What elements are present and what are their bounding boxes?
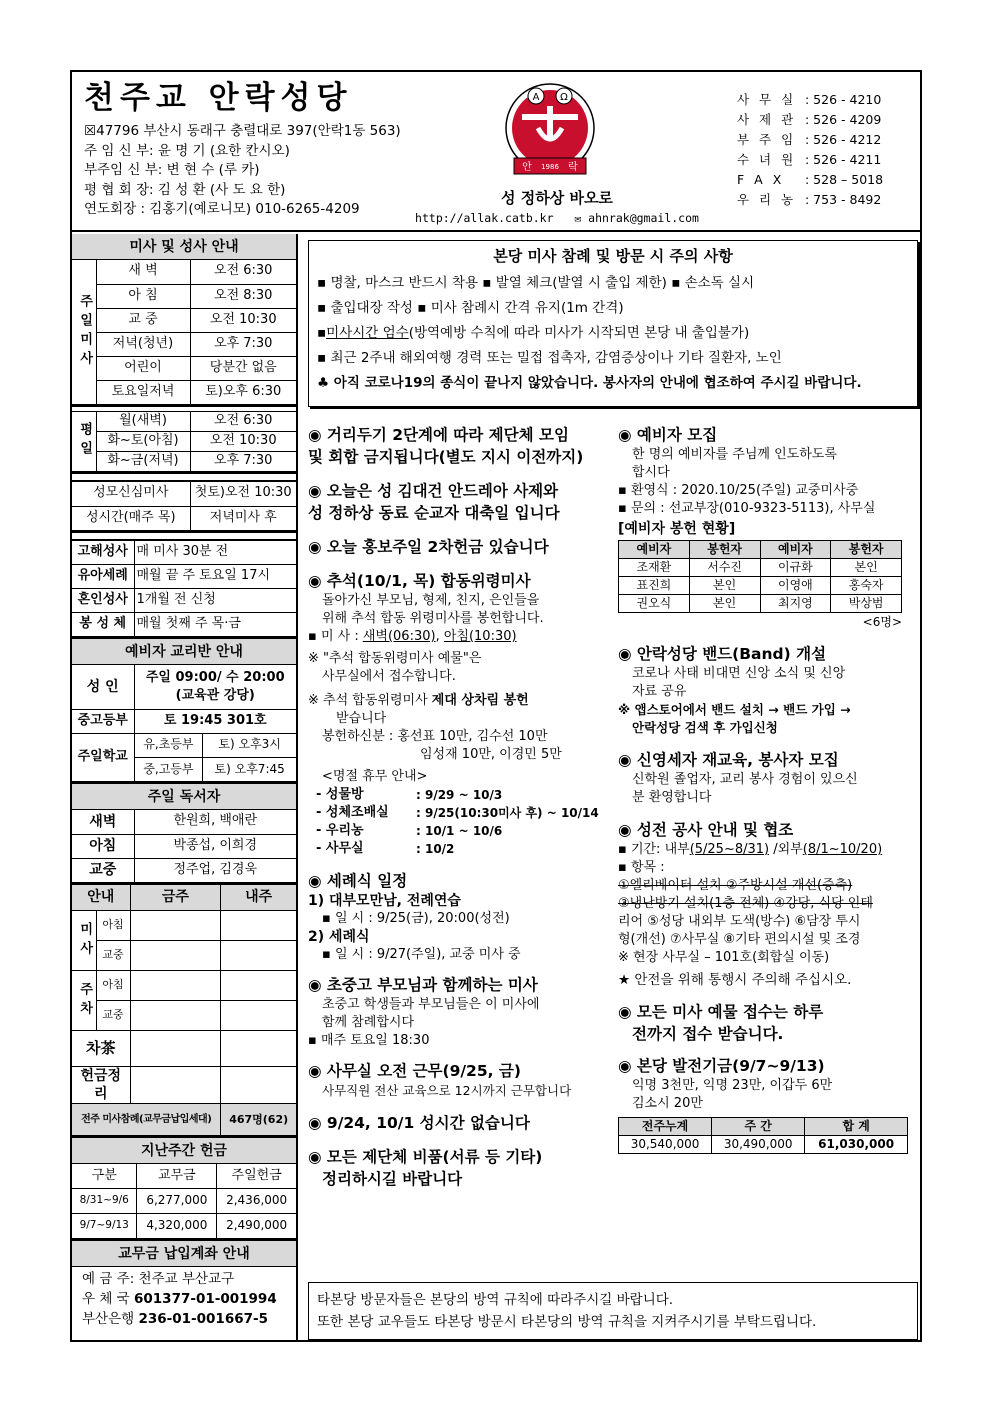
closure-name: - 성물방 [316,787,364,802]
weekday-mass [72,411,296,475]
memorial-president: 연도회장 : 김홍기(예로니모) 010-6265-4209 [84,201,360,217]
school-table [72,734,296,783]
closure-name: - 성체조배실 [316,805,389,820]
catechism-table [72,665,296,734]
mass-time: 오전 10:30 [190,308,296,332]
sacrament-row [72,541,296,565]
phone-row [737,110,883,130]
address: ☒47796 부산시 동래구 충렬대로 397(안락1동 563) [84,123,401,139]
attendance-label: 전주 미사참례(교무금납입세대) [72,1104,221,1136]
mass-time: 오전 6:30 [190,260,296,284]
closure-value: : 9/25(10:30미사 후) ~ 10/14 [416,806,599,820]
mass-time: 토)오후 6:30 [190,380,296,404]
account-value: 601377-01-001994 [134,1290,277,1307]
catechumen-cell: 본인 [689,595,760,613]
school-label: 주일학교 [72,734,134,782]
duty-cell [130,1001,221,1031]
closure-value: : 10/2 [416,842,455,856]
special-mass [72,480,296,533]
news-item-construction: ◉ 성전 공사 안내 및 협조 ▪ 기간: 내부(5/25~8/31) /외부(8/1~10/20) ▪ 항목 : ①엘리베이터 설치 ②주방시설 개선(증축) ③냉난방기 설치(1층 전체) ④강당, 식당 인테 리어 ⑤성당 내외부 도색(방수) ⑥담장 투시 형(개선) ⑦사무실 ⑧기타 편의시설 및 조경 ※ 현장 사무실 – 101호(회합실 이동) ★ 안전을 위해 통행시 주의해 주십시오. [618,821,883,988]
news-item: ◉ 모든 제단체 비품(서류 등 기타) 정리하시길 바랍니다 [308,1148,543,1188]
mass-row [72,412,296,432]
closure-row [308,786,608,804]
visitor-notice [308,1282,918,1340]
mass-time: 오전 10:30 [190,432,296,452]
offering-dues: 4,320,000 [137,1213,217,1238]
mass-time: 오전 6:30 [190,412,296,432]
news-item-office: ◉ 사무실 오전 근무(9/25, 금) 사무직원 전산 교육으로 12시까지 근무합니다 [308,1062,572,1098]
duty-cell [221,1067,296,1104]
catechumen-head: 예비자 [760,541,831,559]
mass-row [72,452,296,472]
school-name: 중,고등부 [134,758,203,782]
mass-row [72,308,296,332]
notice-line: ▪ 명찰, 마스크 반드시 착용 ▪ 발열 체크(발열 시 출입 제한) ▪ 손소독 실시 [317,274,755,291]
catechumen-table [618,540,902,613]
mass-name: 월(새벽) [96,412,190,432]
duty-cell [221,911,296,941]
duty-cell [221,1001,296,1031]
mass-row [72,260,296,284]
closure-row [308,840,608,858]
news-item-fund: ◉ 본당 발전기금(9/7~9/13) 익명 3천만, 익명 23만, 이갑두 6만 김소시 20만 전주누계 주 간 합 계 30,540,000 30,490,000 61,030,000 [618,1055,918,1154]
phone-label: 부 주 임 [737,132,797,147]
sacrament-name: 유아세례 [72,565,134,589]
phone-label: 수 녀 원 [737,152,797,167]
reader-names: 정주업, 김경욱 [134,858,296,882]
mass-time: 당분간 없음 [190,356,296,380]
phone-label: 사 무 실 [737,92,797,107]
mass-name: 아 침 [96,284,190,308]
mass-name: 저녁(청년) [96,332,190,356]
sacrament-value: 매월 끝 주 토요일 17시 [134,565,296,589]
special-mass-table [72,482,296,531]
sunday-mass-table [72,260,296,405]
catechumen-cell: 박상범 [831,595,902,613]
phone-row [737,170,883,190]
sacrament-value: 1개월 전 신청 [134,589,296,613]
fund-head: 합 계 [805,1118,908,1136]
sacrament-name: 고해성사 [72,541,134,565]
mass-time: 오후 7:30 [190,332,296,356]
news-item-baptism: ◉ 세례식 일정 1) 대부모만남, 전례연습 ▪ 일 시 : 9/25(금), 20:00(성전) 2) 세례식 ▪ 일 시 : 9/27(주일), 교중 미사 중 [308,872,521,962]
phone-row [737,150,883,170]
mass-schedule [72,234,296,407]
phone-number: : 528 – 5018 [805,172,884,187]
main-content [300,234,920,1342]
catechumen-cell: 본인 [831,559,902,577]
svg-text:1986: 1986 [541,163,559,171]
sacrament-value: 매 미사 30분 전 [134,541,296,565]
offering-table [72,1164,296,1239]
phone-label: 우 리 농 [737,192,797,207]
duty-tea-label: 차茶 [72,1031,130,1067]
news-column-left [308,424,608,1190]
closure-value: : 10/1 ~ 10/6 [416,824,503,838]
duty-roster [72,885,296,1139]
mass-row [72,380,296,404]
account-label: 부산은행 [82,1310,139,1327]
feast-name: 성 정하상 바오로 [501,189,613,207]
duty-cell [130,971,221,1001]
svg-text:안: 안 [522,162,532,173]
catechumen-cell: 서수진 [689,559,760,577]
duty-sub: 교중 [96,1001,130,1031]
catechumen-cell: 최지영 [760,595,831,613]
notice-title: 본당 미사 참례 및 방문 시 주의 사항 [493,247,733,265]
offering-head: 교무금 [137,1164,217,1188]
special-row [72,482,296,506]
duty-head: 금주 [130,885,221,911]
readers-table [72,810,296,883]
news-column-right [618,424,918,1154]
header-center [412,189,702,225]
news-item-chuseok: ◉ 추석(10/1, 목) 합동위령미사 돌아가신 부모님, 형제, 친지, 은인들을 위해 추석 합동 위령미사를 봉헌합니다. ▪ 미 사 : 새벽(06:30), 아침(10:30) ※ "추석 합동위령미사 예물"은 사무실에서 접수합니다. ※ 추석 합동위령미사 제대 상차림 봉헌 받습니다 봉헌하신분 : 홍선표 10만, 김수선 10만 임성재 10만, 이경민 5만 <명절 휴무 안내> - 성물방 : 9/29 ~ 10/3 - 성체조배실 : 9/25(10:30미사 후) ~ 10/14 - 우리농 : 10/1 ~ 10/6 - 사무실 : 10/2 [308,570,608,858]
phone-number: : 526 - 4209 [805,112,882,127]
catechumen-cell: 표진희 [619,577,690,595]
sunday-label: 주일미사 [72,260,96,404]
notice-line: ♣ 아직 코로나19의 종식이 끝나지 않았습니다. 봉사자의 안내에 협조하여 주시길 바랍니다. [317,374,862,391]
weekday-label: 평일 [72,412,96,472]
account-label: 우 체 국 [82,1290,134,1307]
phone-row [737,190,883,210]
mass-row [72,356,296,380]
duty-head: 내주 [221,885,296,911]
news-item: ◉ 오늘 홍보주일 2차헌금 있습니다 [308,538,549,556]
catechism-title: 예비자 교리반 안내 [72,639,296,665]
account-value: 236-01-001667-5 [138,1310,268,1327]
catechumen-cell: 이규화 [760,559,831,577]
email-link[interactable]: ✉ ahnrak@gmail.com [574,210,699,225]
offering-sunday: 2,490,000 [217,1213,296,1238]
catechumen-cell: 조재환 [619,559,690,577]
catechumen-head-row [619,541,902,559]
vice-pastor: 부주임 신 부: 변 현 수 (루 카) [84,162,260,178]
parish-title: 천주교 안락성당 [84,80,353,116]
phone-number: : 753 - 8492 [805,192,882,207]
duty-money-label: 헌금정리 [72,1067,130,1104]
catechumen-head: 봉헌자 [831,541,902,559]
catechumen-cell: 본인 [689,577,760,595]
catechumen-head: 봉헌자 [689,541,760,559]
offering-sunday: 2,436,000 [217,1188,296,1213]
reader-names: 박종섭, 이희경 [134,834,296,858]
reader-mass: 새벽 [72,810,134,834]
special-name: 성모신심미사 [72,482,190,506]
mass-name: 화~금(저녁) [96,452,190,472]
school-time: 토) 오후3시 [203,734,296,758]
svg-text:Ω: Ω [560,92,568,103]
visitor-notice-line: 또한 본당 교우들도 타본당 방문시 타본당의 방역 규칙을 지켜주시기를 부탁드립니다. [317,1314,817,1330]
header [72,72,920,232]
mass-time: 오후 7:30 [190,452,296,472]
bulletin-page [70,70,922,1342]
catechumen-row [619,595,902,613]
notice-line: ▪ 출입대장 작성 ▪ 미사 참례시 간격 유지(1m 간격) [317,299,624,316]
weekday-mass-table [72,412,296,473]
sacrament-row [72,565,296,589]
news-item-volunteer: ◉ 신영세자 재교육, 봉사자 모집 신학원 졸업자, 교리 봉사 경험이 있으신 분 환영합니다 [618,751,858,805]
reader-row [72,834,296,858]
catechumen-cell: 권오식 [619,595,690,613]
covid-notice [308,240,918,407]
account-title: 교무금 납입계좌 안내 [72,1241,296,1267]
adult-label: 성 인 [72,665,134,709]
fund-cell: 30,490,000 [712,1136,805,1154]
special-row [72,506,296,530]
news-item-family-mass: ◉ 초중고 부모님과 함께하는 미사 초중고 학생들과 부모님들은 이 미사에 함께 참례합시다 ▪ 매주 토요일 18:30 [308,976,540,1048]
account-line [82,1289,286,1309]
news-item: ◉ 9/24, 10/1 성시간 없습니다 [308,1114,530,1132]
closure-value: : 9/29 ~ 10/3 [416,788,503,802]
closure-name: - 사무실 [316,841,364,856]
closure-row [308,804,608,822]
header-info [84,122,401,220]
mid-value: 토 19:45 301호 [134,709,296,733]
fund-head: 전주누계 [619,1118,712,1136]
readers-title: 주일 독서자 [72,784,296,810]
mass-name: 토요일저녁 [96,380,190,404]
school-time: 토) 오후7:45 [203,758,296,782]
phone-number: : 526 - 4211 [805,152,882,167]
mass-name: 화~토(아침) [96,432,190,452]
news-item-offering: ◉ 모든 미사 예물 접수는 하루 전까지 접수 받습니다. [618,1003,824,1043]
sacrament-row [72,589,296,613]
website-link[interactable]: http://allak.catb.kr [415,210,554,225]
duty-sub: 교중 [96,941,130,971]
mass-row [72,332,296,356]
closure-name: - 우리농 [316,823,364,838]
duty-sub: 아침 [96,971,130,1001]
pastor: 주 임 신 부: 윤 명 기 (요한 칸시오) [84,142,290,159]
fund-head: 주 간 [712,1118,805,1136]
mass-time: 오전 8:30 [190,284,296,308]
account-value: 천주교 부산교구 [138,1270,235,1287]
duty-table [72,885,296,1137]
news-item: ◉ 거리두기 2단계에 따라 제단체 모임 및 회합 금지됩니다(별도 지시 이전까지) [308,426,584,466]
offering-head-row [72,1164,296,1188]
catechumen-cell: 홍숙자 [831,577,902,595]
offering-period: 9/7~9/13 [72,1213,137,1238]
duty-mass-label: 미사 [72,911,96,971]
left-sidebar [72,234,298,1342]
phone-label: 사 제 관 [737,112,797,127]
duty-parking-label: 주차 [72,971,96,1031]
special-time: 첫토)오전 10:30 [190,482,296,506]
duty-cell [130,941,221,971]
contact-links [412,211,702,226]
sacraments-table [72,541,296,638]
catechumen-row [619,577,902,595]
duty-cell [130,1031,221,1067]
duty-cell [221,971,296,1001]
visitor-notice-line: 타본당 방문자들은 본당의 방역 규칙에 따라주시길 바랍니다. [317,1292,674,1308]
phone-label: F A X [737,172,785,187]
council-president: 평 협 회 장: 김 성 환 (사 도 요 한) [84,181,286,198]
svg-text:A: A [532,92,540,103]
offering-row [72,1188,296,1213]
mass-row [72,284,296,308]
fund-table [618,1117,908,1154]
account-line [82,1269,286,1289]
notice-line: ▪ 최근 2주내 해외여행 경력 또는 밀접 접촉자, 감염증상이나 기타 질환자, 노인 [317,349,782,366]
duty-head: 안내 [72,885,130,911]
sacrament-row [72,613,296,637]
news-item: ◉ 오늘은 성 김대건 안드레아 사제와 성 정하상 동료 순교자 대축일 입니다 [308,482,560,522]
news-item-band: ◉ 안락성당 밴드(Band) 개설 코로나 사태 비대면 신앙 소식 및 신앙 자료 공유 ※ 앱스토어에서 밴드 설치 → 밴드 가입 → 안락성당 검색 후 가입신청 [618,645,851,735]
duty-cell [221,941,296,971]
special-time: 저녁미사 후 [190,506,296,530]
duty-cell [130,911,221,941]
account-label: 예 금 주: [82,1270,139,1287]
offering-title: 지난주간 헌금 [72,1138,296,1164]
mass-schedule-title: 미사 및 성사 안내 [72,234,296,260]
reader-mass: 아침 [72,834,134,858]
phone-number: : 526 - 4210 [805,92,882,107]
duty-cell [130,1067,221,1104]
offering-head: 구분 [72,1164,137,1188]
sacrament-name: 봉 성 체 [72,613,134,637]
closure-row [308,822,608,840]
reader-row [72,858,296,882]
sacraments [72,539,296,640]
phone-row [737,90,883,110]
phone-list [737,90,883,210]
mass-name: 교 중 [96,308,190,332]
offering-dues: 6,277,000 [137,1188,217,1213]
sacrament-value: 매월 첫째 주 목·금 [134,613,296,637]
svg-text:락: 락 [568,162,578,173]
account-info [72,1241,296,1331]
mid-label: 중고등부 [72,709,134,733]
reader-names: 한원희, 백애란 [134,810,296,834]
reader-mass: 교중 [72,858,134,882]
reader-row [72,810,296,834]
duty-sub: 아침 [96,911,130,941]
parish-logo-icon [500,78,600,186]
sacrament-name: 혼인성사 [72,589,134,613]
offering-head: 주일헌금 [217,1164,296,1188]
attendance-value: 467명(62) [221,1104,296,1136]
catechumen-cell: 이영애 [760,577,831,595]
special-name: 성시간(매주 목) [72,506,190,530]
notice-line: ▪미사시간 엄수(방역예방 수칙에 따라 미사가 시작되면 본당 내 출입불가) [317,324,750,341]
mass-name: 어린이 [96,356,190,380]
mass-name: 새 벽 [96,260,190,284]
readers [72,784,296,885]
fund-cell: 30,540,000 [619,1136,712,1154]
mass-row [72,432,296,452]
catechumen-row [619,559,902,577]
fund-total: 61,030,000 [805,1136,908,1154]
account-line [82,1309,286,1329]
adult-value: 주일 09:00/ 수 20:00 (교육관 강당) [134,665,296,709]
school-name: 유,초등부 [134,734,203,758]
phone-number: : 526 - 4212 [805,132,882,147]
duty-cell [221,1031,296,1067]
catechumen-head: 예비자 [619,541,690,559]
offering-period: 8/31~9/6 [72,1188,137,1213]
offering-summary [72,1138,296,1241]
catechism [72,639,296,784]
phone-row [737,130,883,150]
news-item-catechumen: ◉ 예비자 모집 한 명의 예비자를 주님께 인도하도록 합시다 ▪ 환영식 : 2020.10/25(주일) 교중미사중 ▪ 문의 : 선교부장(010-9323-5113), 사무실 [예비자 봉헌 현황] 예비자 봉헌자 예비자 봉헌자 조재환 서수진 이규화 본인 표진희 본인 이영애 홍숙자 권오식 본인 최지영 박상범 <6명> [618,426,902,629]
offering-row [72,1213,296,1238]
